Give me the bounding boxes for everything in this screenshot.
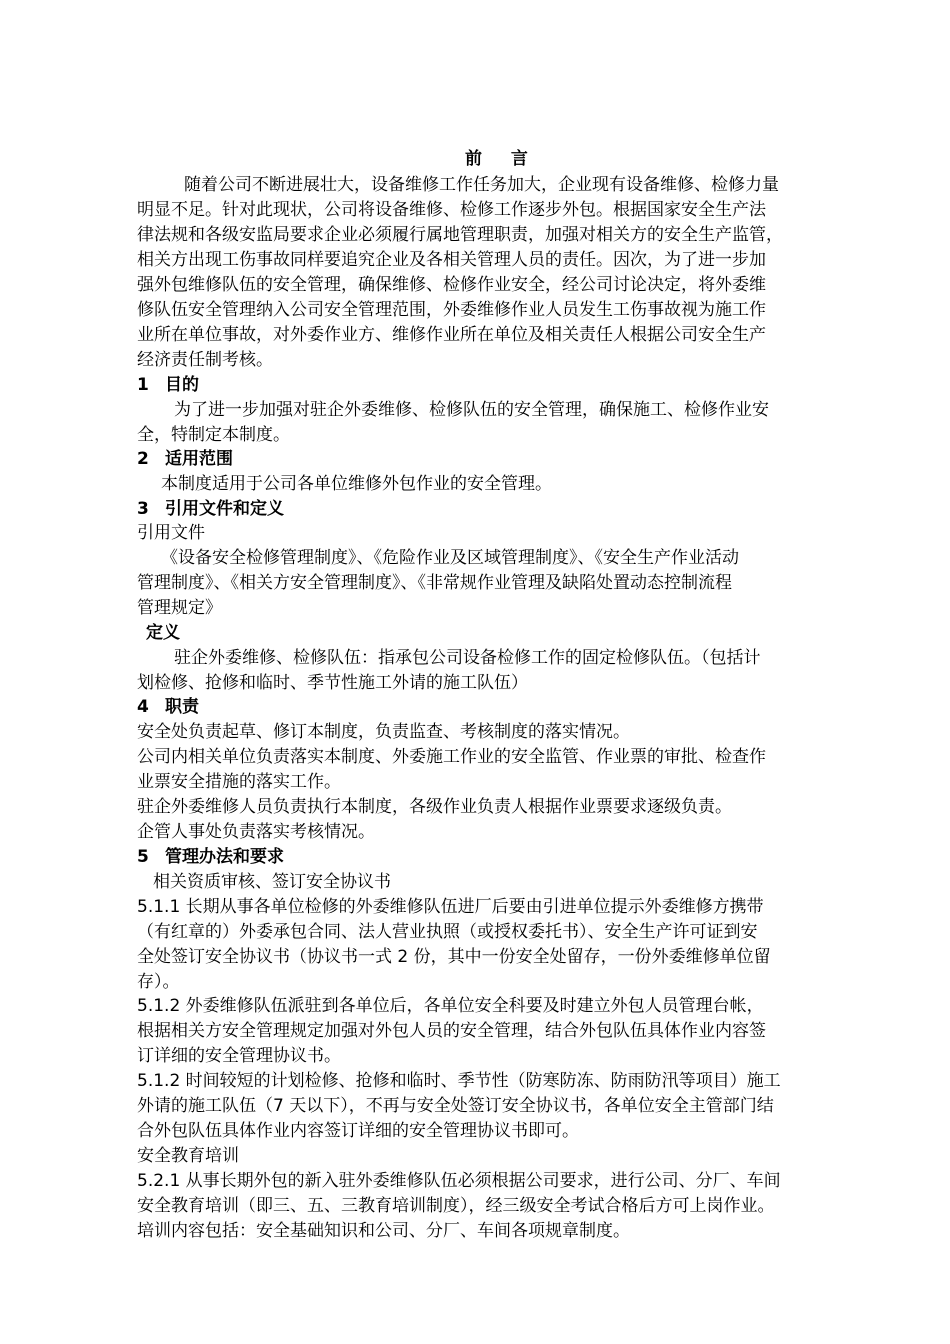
body-line: 企管人事处负责落实考核情况。	[137, 822, 375, 842]
subheading: 相关资质审核、签订安全协议书	[153, 872, 391, 892]
body-line: 5.2.1 从事长期外包的新入驻外委维修队伍必须根据公司要求，进行公司、分厂、车间	[137, 1171, 781, 1191]
body-line: 全处签订安全协议书（协议书一式 2 份，其中一份安全处留存，一份外委维修单位留	[137, 947, 771, 967]
body-line: 5.1.1 长期从事各单位检修的外委维修队伍进厂后要由引进单位提示外委维修方携带	[137, 897, 764, 917]
section-title: 引用文件和定义	[165, 499, 284, 519]
section-title: 目的	[165, 375, 199, 395]
body-line: 订详细的安全管理协议书。	[137, 1046, 341, 1066]
body-line: 本制度适用于公司各单位维修外包作业的安全管理。	[161, 474, 552, 494]
body-line: 5.1.2 外委维修队伍派驻到各单位后，各单位安全科要及时建立外包人员管理台帐，	[137, 996, 764, 1016]
page-title: 前 言	[465, 149, 530, 169]
preface-line: 律法规和各级安监局要求企业必须履行属地管理职责，加强对相关方的安全生产监管，	[137, 225, 783, 245]
section-number: 2	[137, 449, 149, 469]
section-heading-references	[137, 497, 284, 522]
preface-line: 强外包维修队伍的安全管理，确保维修、检修作业安全，经公司讨论决定，将外委维	[137, 275, 766, 295]
section-heading-purpose	[137, 373, 199, 398]
subheading: 安全教育培训	[137, 1146, 239, 1166]
body-line: 安全教育培训（即三、五、三教育培训制度），经三级安全考试合格后方可上岗作业。	[137, 1196, 775, 1216]
body-line: 培训内容包括：安全基础知识和公司、分厂、车间各项规章制度。	[137, 1221, 630, 1241]
preface-line: 经济责任制考核。	[137, 350, 273, 370]
preface-line: 业所在单位事故，对外委作业方、维修作业所在单位及相关责任人根据公司安全生产	[137, 325, 766, 345]
body-line: 管理规定》	[137, 598, 222, 618]
body-line: 存）。	[137, 972, 180, 992]
body-line: 驻企外委维修、检修队伍：指承包公司设备检修工作的固定检修队伍。（包括计	[174, 648, 761, 668]
section-title: 管理办法和要求	[165, 847, 284, 867]
body-line: 安全处负责起草、修订本制度，负责监查、考核制度的落实情况。	[137, 722, 630, 742]
body-line: 管理制度》、《相关方安全管理制度》、《非常规作业管理及缺陷处置动态控制流程	[137, 573, 732, 593]
subheading-definition: 定义	[146, 623, 180, 643]
preface-line: 明显不足。针对此现状，公司将设备维修、检修工作逐步外包。根据国家安全生产法	[137, 200, 766, 220]
preface-line: 随着公司不断进展壮大，设备维修工作任务加大，企业现有设备维修、检修力量	[184, 175, 779, 195]
body-line: 公司内相关单位负责落实本制度、外委施工作业的安全监管、作业票的审批、检查作	[137, 747, 766, 767]
section-heading-responsibilities	[137, 695, 199, 720]
body-line: 根据相关方安全管理规定加强对外包人员的安全管理，结合外包队伍具体作业内容签	[137, 1021, 766, 1041]
section-number: 1	[137, 375, 149, 395]
subheading: 引用文件	[137, 523, 205, 543]
body-line: 5.1.2 时间较短的计划检修、抢修和临时、季节性（防寒防冻、防雨防汛等项目）施工	[137, 1071, 781, 1091]
body-line: 为了进一步加强对驻企外委维修、检修队伍的安全管理，确保施工、检修作业安	[174, 400, 769, 420]
body-line: （有红章的）外委承包合同、法人营业执照（或授权委托书）、安全生产许可证到安	[137, 922, 758, 942]
section-number: 4	[137, 697, 149, 717]
preface-line: 修队伍安全管理纳入公司安全管理范围，外委维修作业人员发生工伤事故视为施工作	[137, 300, 766, 320]
body-line: 全，特制定本制度。	[137, 425, 290, 445]
body-line: 驻企外委维修人员负责执行本制度，各级作业负责人根据作业票要求逐级负责。	[137, 797, 732, 817]
body-line: 划检修、抢修和临时、季节性施工外请的施工队伍）	[137, 673, 528, 693]
body-line: 合外包队伍具体作业内容签订详细的安全管理协议书即可。	[137, 1121, 579, 1141]
body-line: 外请的施工队伍（7 天以下），不再与安全处签订安全协议书，各单位安全主管部门结	[137, 1096, 774, 1116]
section-heading-management	[137, 845, 284, 870]
body-line: 《设备安全检修管理制度》、《危险作业及区域管理制度》、《安全生产作业活动	[161, 548, 739, 568]
section-title: 职责	[165, 697, 199, 717]
section-heading-scope	[137, 447, 233, 472]
preface-line: 相关方出现工伤事故同样要追究企业及各相关管理人员的责任。因次，为了进一步加	[137, 250, 766, 270]
section-title: 适用范围	[165, 449, 233, 469]
section-number: 3	[137, 499, 149, 519]
body-line: 业票安全措施的落实工作。	[137, 772, 341, 792]
section-number: 5	[137, 847, 149, 867]
